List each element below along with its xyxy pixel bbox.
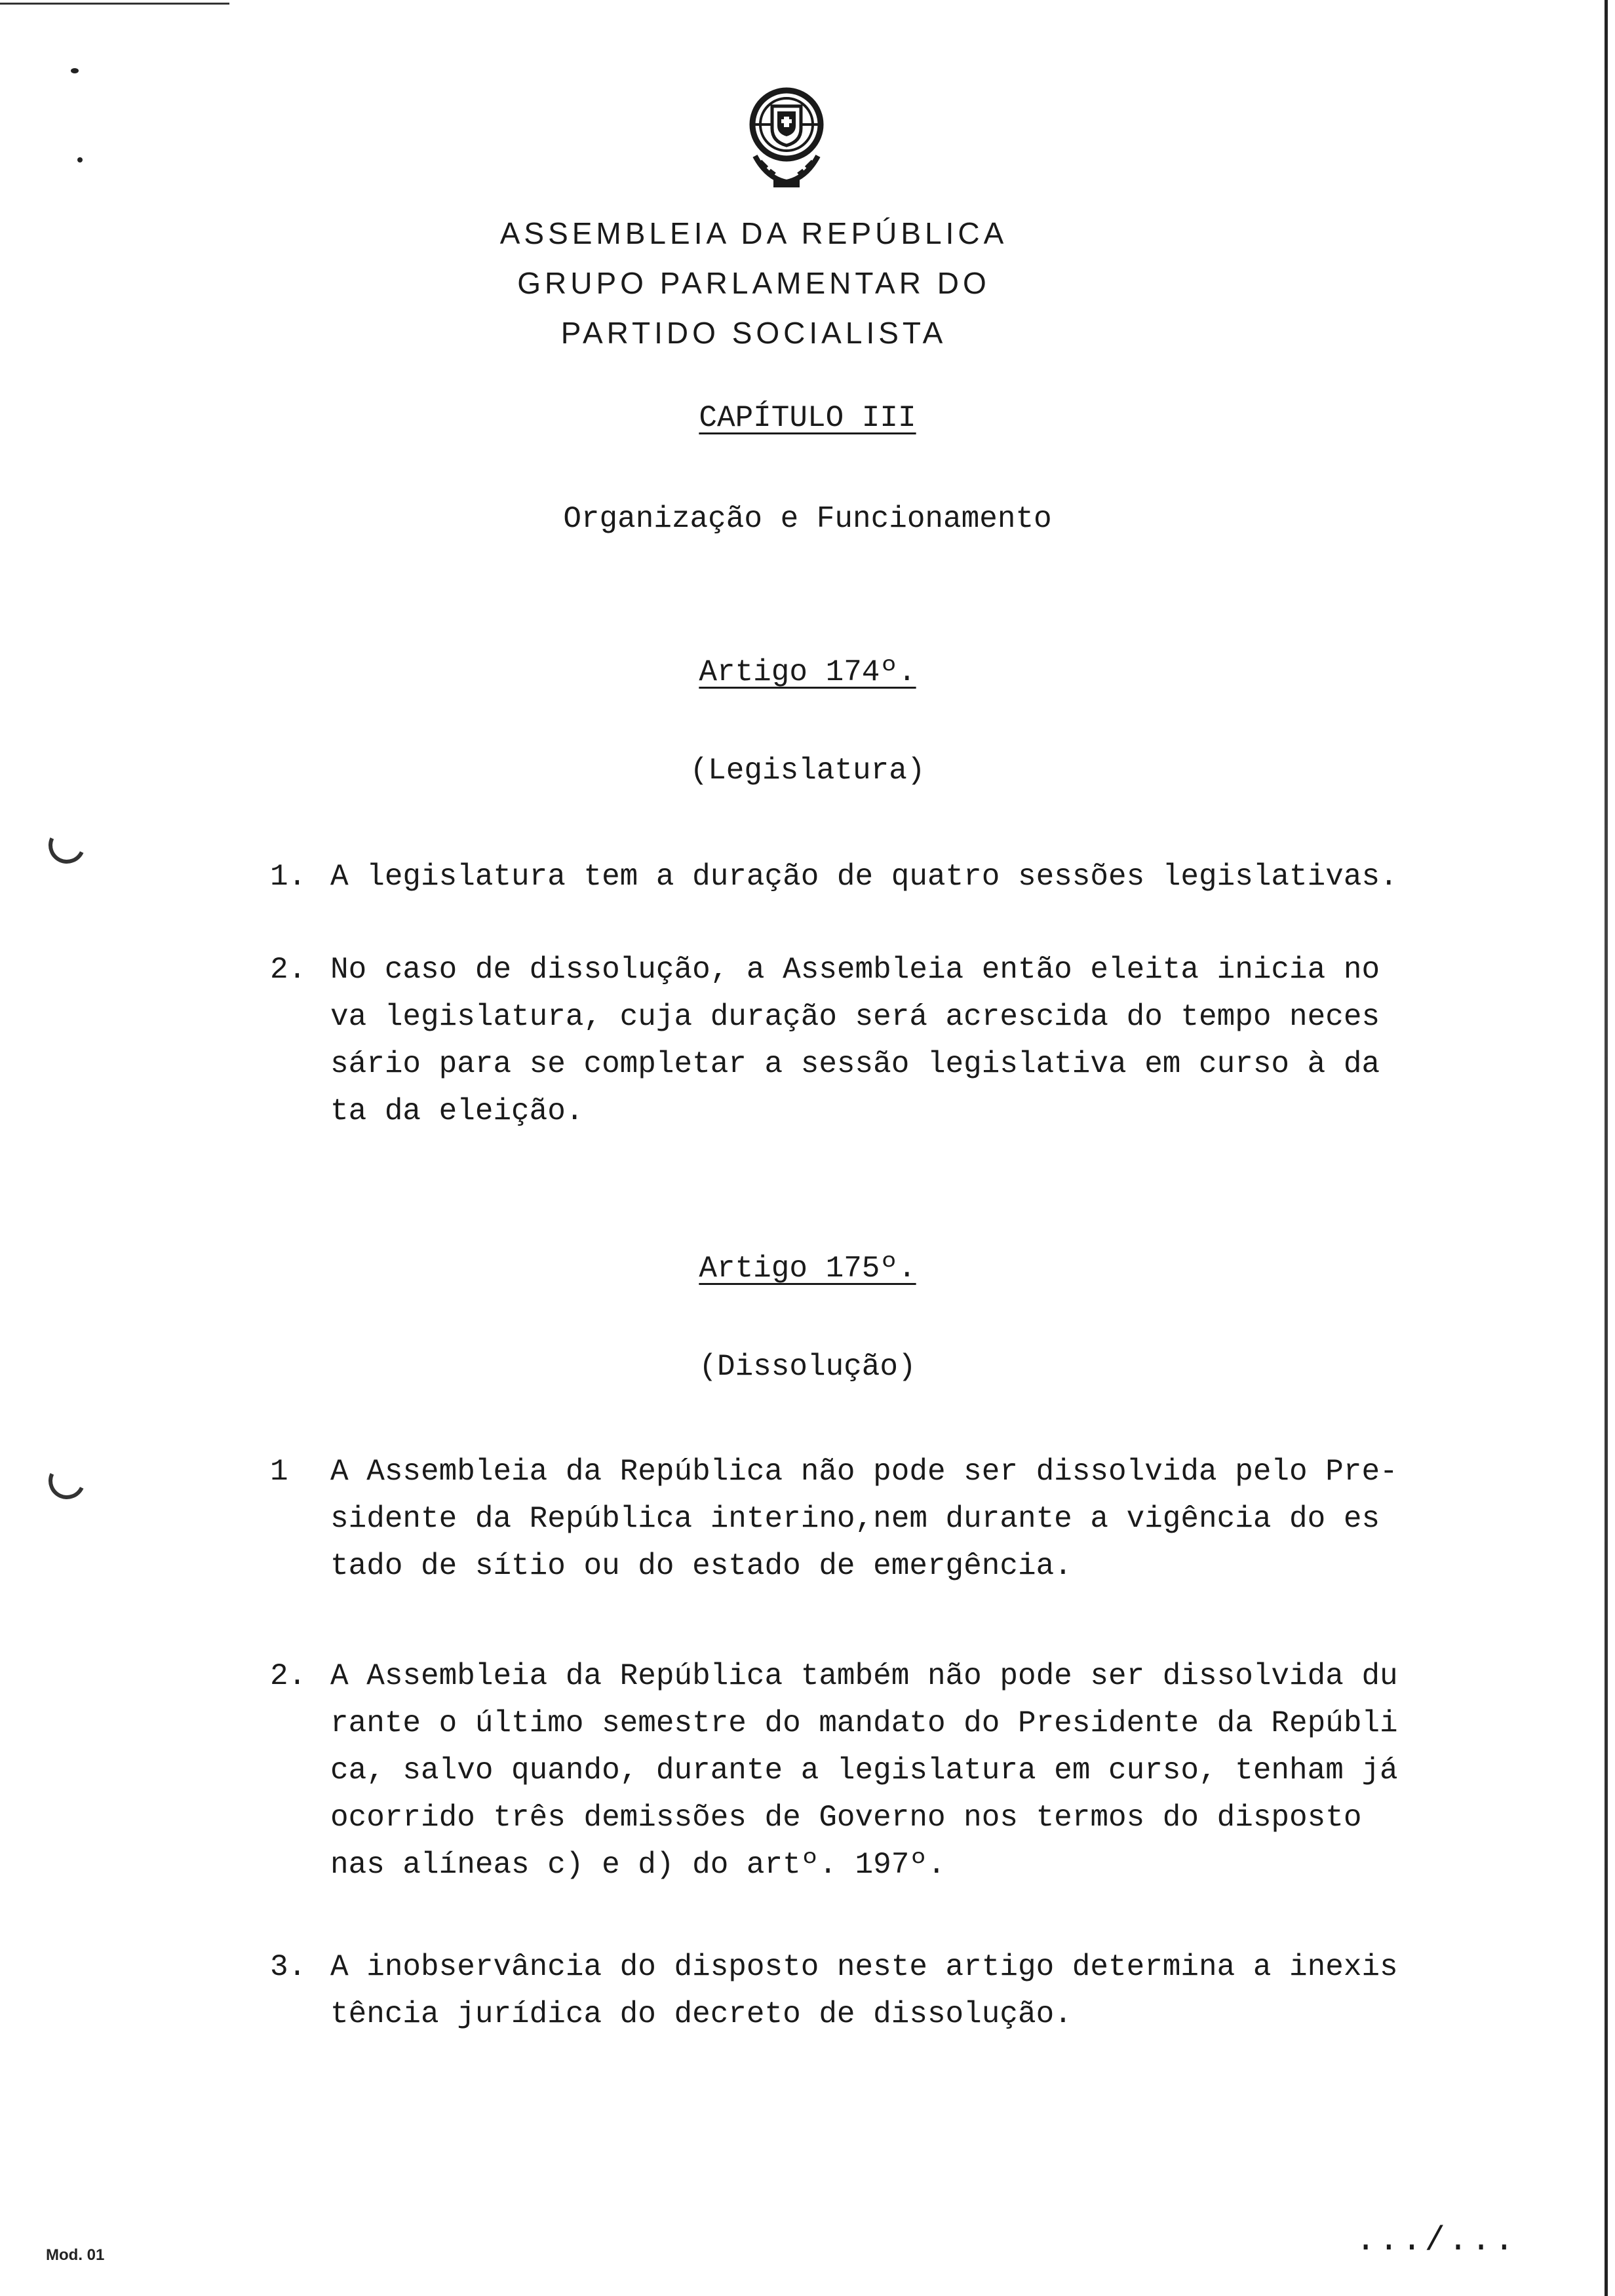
article-175-item-1 [270,1448,1502,1590]
item-line: nas alíneas c) e d) do artº. 197º. [330,1848,946,1882]
item-line: sário para se completar a sessão legislativa em curso à da [330,1047,1380,1081]
continuation-mark: .../... [1355,2221,1517,2260]
item-line: A Assembleia da República não pode ser dissolvida pelo Pre- [330,1455,1398,1489]
punch-hole-mark [43,822,90,869]
article-174-heading: (Legislatura) [690,754,925,788]
article-174-title-wrap [0,655,1615,689]
article-174-title: Artigo 174º. [699,655,916,689]
item-line: rante o último semestre do mandato do Presidente da Repúbli [330,1706,1398,1740]
item-number: 2. [270,953,307,987]
punch-hole-mark [43,1457,90,1504]
scan-mark [77,157,83,163]
article-175-item-2 [270,1653,1502,1888]
letterhead-line-3: PARTIDO SOCIALISTA [560,316,947,350]
item-line: ta da eleição. [330,1094,584,1128]
letterhead-line-2: GRUPO PARLAMENTAR DO [517,266,990,300]
article-175-title: Artigo 175º. [699,1252,916,1286]
chapter-title-wrap [0,401,1615,435]
item-number: 1 [270,1455,288,1489]
letterhead-line-1: ASSEMBLEIA DA REPÚBLICA [499,216,1008,250]
item-line: tência jurídica do decreto de dissolução. [330,1997,1072,2031]
item-line: No caso de dissolução, a Assembleia então eleita inicia no [330,953,1380,987]
item-line: ca, salvo quando, durante a legislatura em curso, tenham já [330,1753,1398,1788]
scan-top-rule [0,3,229,5]
article-175-item-3 [270,1943,1502,2038]
coat-of-arms-emblem [741,84,832,195]
article-175-heading: (Dissolução) [699,1350,916,1384]
item-number: 1. [270,860,307,894]
item-line: sidente da República interino,nem durante a vigência do es [330,1502,1380,1536]
item-number: 2. [270,1659,307,1693]
item-line: va legislatura, cuja duração será acrescida do tempo neces [330,1000,1380,1034]
article-174-item-1 [270,853,1502,900]
chapter-subtitle: Organização e Funcionamento [563,502,1052,536]
article-174-item-2 [270,946,1502,1135]
scan-mark [71,68,79,73]
article-175-title-wrap [0,1252,1615,1286]
chapter-title: CAPÍTULO III [699,401,916,435]
scan-right-edge [1605,0,1608,2296]
letterhead [459,208,1049,358]
item-line: A inobservância do disposto neste artigo determina a inexis [330,1950,1398,1984]
item-line: A legislatura tem a duração de quatro sessões legislativas. [330,860,1398,894]
item-number: 3. [270,1950,307,1984]
item-line: tado de sítio ou do estado de emergência. [330,1549,1072,1583]
item-line: A Assembleia da República também não pode ser dissolvida du [330,1659,1398,1693]
item-line: ocorrido três demissões de Governo nos termos do disposto [330,1801,1362,1835]
form-code: Mod. 01 [46,2246,105,2264]
